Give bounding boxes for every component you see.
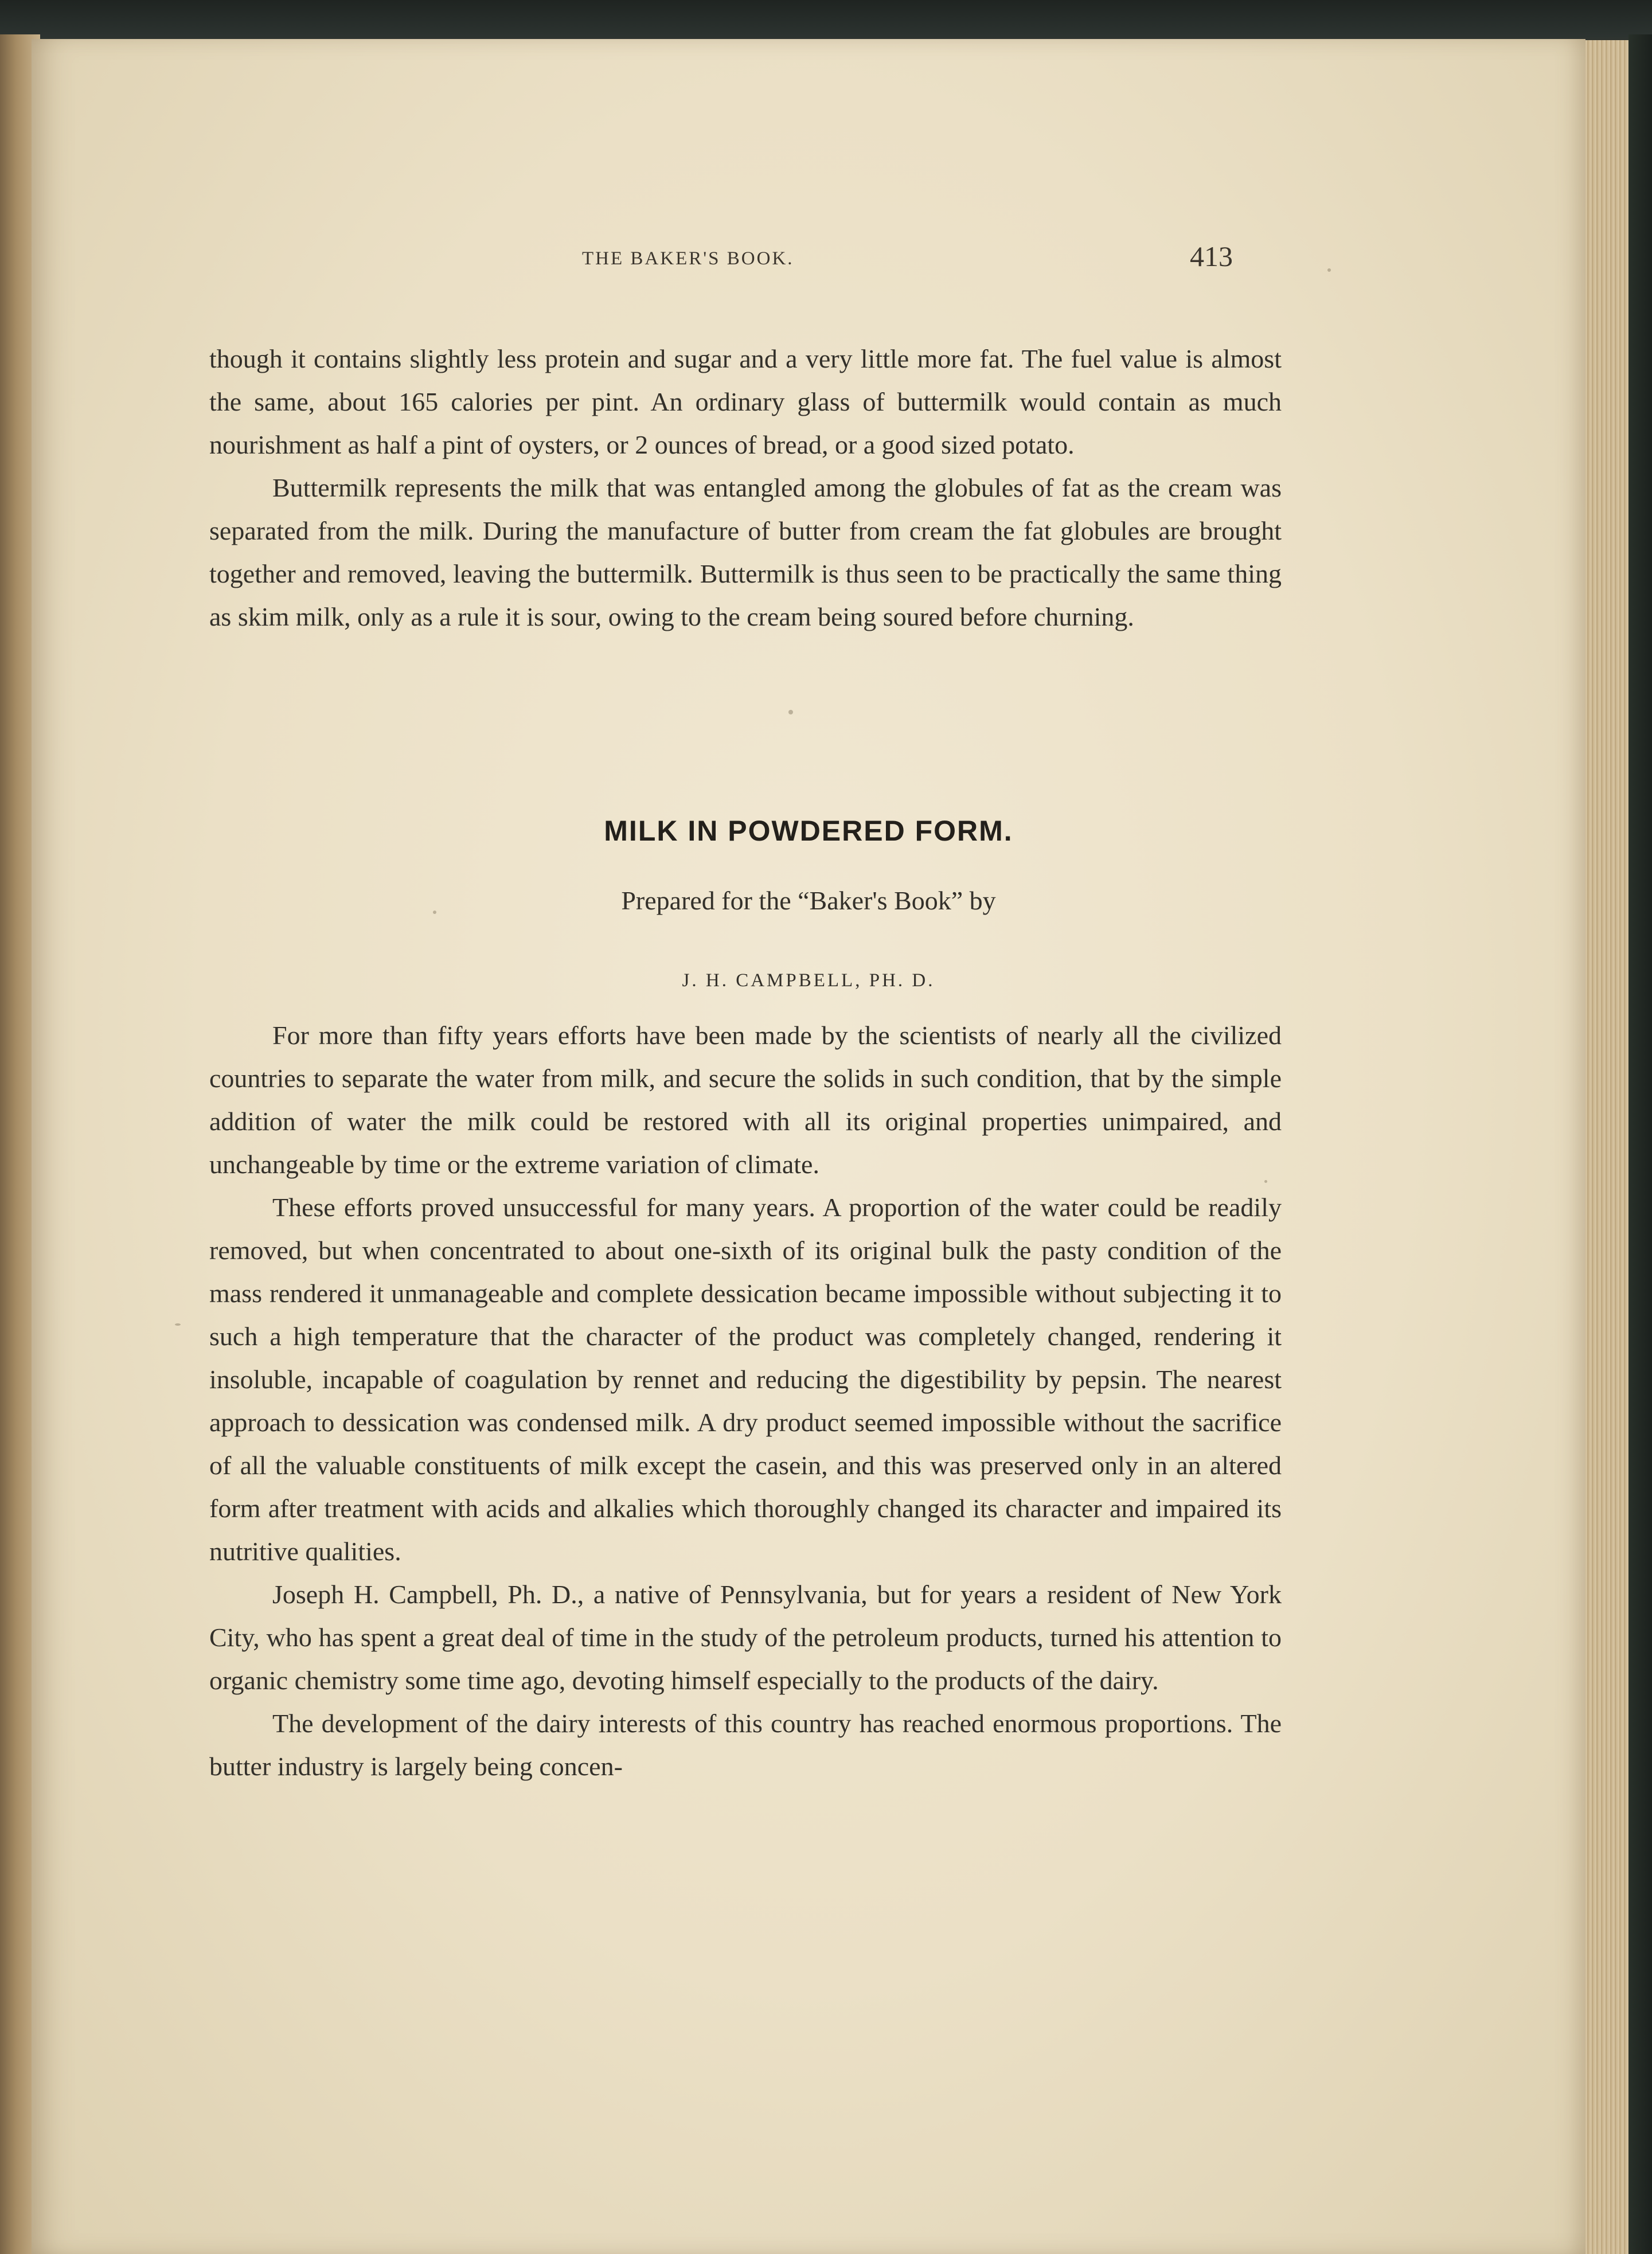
running-title: THE BAKER'S BOOK. <box>582 248 794 269</box>
prepared-for-line: Prepared for the “Baker's Book” by <box>621 886 996 915</box>
paragraph: though it contains slightly less protein and sugar and a very little more fat. The fuel value is almost the same, about 165 calories per pint. An ordinary glass of buttermilk would contain as much nourishment as half a pint of oysters, or 2 ounces of bread, or a good sized potato. <box>209 344 1282 459</box>
paper-speck <box>1327 268 1331 272</box>
paper-speck <box>433 911 436 914</box>
paragraph: For more than fifty years efforts have been made by the scientists of nearly all the civilized countries to separate the water from milk, and secure the solids in such condition, that by the simple addition of water the milk could be restored with all its original properties unimpaired, and unchangeable by time or the extreme variation of climate. <box>209 1021 1282 1179</box>
paper-speck <box>1264 1180 1267 1183</box>
opening-text <box>209 337 1282 638</box>
section-title: MILK IN POWDERED FORM. <box>604 815 1013 847</box>
paper-speck <box>788 710 793 714</box>
paper-speck <box>175 1323 181 1326</box>
paragraph: Buttermilk represents the milk that was entangled among the globules of fat as the cream was separated from the milk. During the manufacture of butter from cream the fat globules are brought together and removed, leaving the buttermilk. Buttermilk is thus seen to be practically the same thing as skim milk, only as a rule it is sour, owing to the cream being soured before churning. <box>209 473 1282 631</box>
paragraph: These efforts proved unsuccessful for many years. A proportion of the water could be readily removed, but when concentrated to about one-sixth of its original bulk the pasty condition of the mass rendered it unmanageable and complete dessication became impossible without subjecting it to such a high temperature that the character of the product was completely changed, rendering it insoluble, incapable of coagulation by rennet and reducing the digestibility by pepsin. The nearest approach to dessication was condensed milk. A dry product seemed impossible without the sacrifice of all the valuable constituents of milk except the casein, and this was preserved only in an altered form after treatment with acids and alkalies which thoroughly changed its character and impaired its nutritive qualities. <box>209 1193 1282 1566</box>
author-line: J. H. CAMPBELL, PH. D. <box>682 970 935 991</box>
page-header <box>32 237 1585 283</box>
article-body <box>209 1014 1282 1788</box>
page-number: 413 <box>1190 240 1233 272</box>
paragraph: The development of the dairy interests of this country has reached enormous proportions. The butter industry is largely being concen- <box>209 1709 1282 1781</box>
paragraph: Joseph H. Campbell, Ph. D., a native of Pennsylvania, but for years a resident of New York City, who has spent a great deal of time in the study of the petroleum products, turned his attention to organic chemistry some time ago, devoting himself especially to the products of the dairy. <box>209 1580 1282 1695</box>
book-page <box>32 39 1585 2254</box>
book-cover-right <box>1628 34 1652 2254</box>
